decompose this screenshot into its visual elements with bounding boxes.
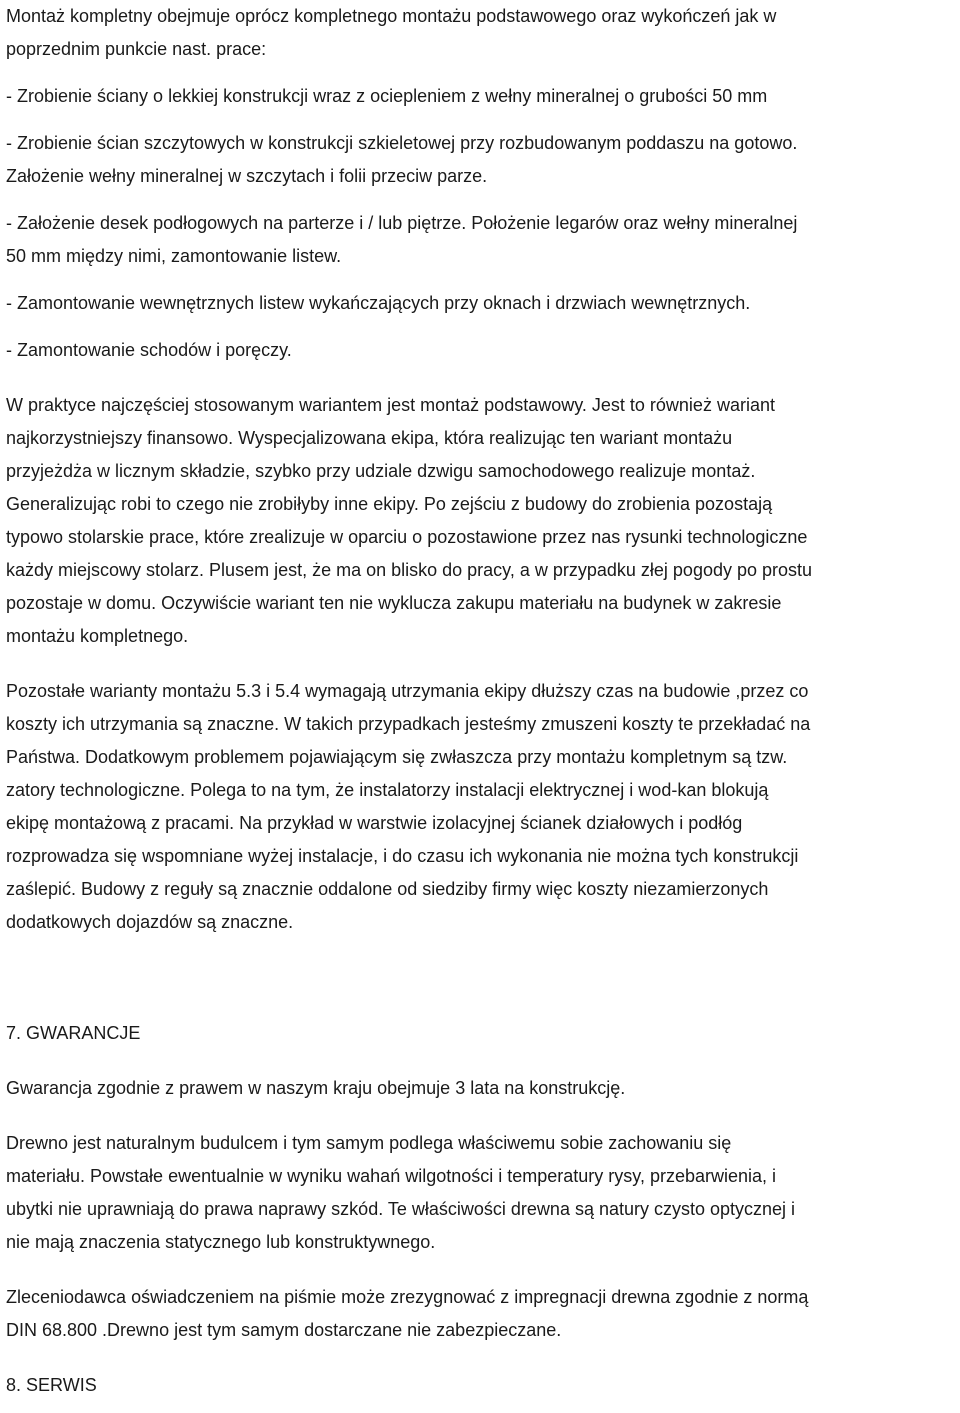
text-line: - Założenie desek podłogowych na parterze i / lub piętrze. Położenie legarów oraz wełny mineralnej: [6, 213, 798, 233]
text-line: Gwarancja zgodnie z prawem w naszym kraju obejmuje 3 lata na konstrukcję.: [6, 1078, 626, 1098]
text-line: Zleceniodawca oświadczeniem na piśmie może zrezygnować z impregnacji drewna zgodnie z normą: [6, 1287, 809, 1307]
variants-paragraph: [6, 675, 956, 939]
list-item: [6, 80, 956, 113]
text-line: Państwa. Dodatkowym problemem pojawiającym się zwłaszcza przy montażu kompletnym są tzw.: [6, 747, 788, 767]
text-line: Założenie wełny mineralnej w szczytach i folii przeciw parze.: [6, 166, 488, 186]
text-line: każdy miejscowy stolarz. Plusem jest, że ma on blisko do pracy, a w przypadku złej pogody po prostu: [6, 560, 813, 580]
wood-paragraph: [6, 1127, 956, 1259]
text-line: pozostaje w domu. Oczywiście wariant ten nie wyklucza zakupu materiału na budynek w zakresie: [6, 593, 782, 613]
list-item: [6, 207, 956, 273]
text-line: DIN 68.800 .Drewno jest tym samym dostarczane nie zabezpieczane.: [6, 1320, 562, 1340]
text-line: - Zamontowanie wewnętrznych listew wykańczających przy oknach i drzwiach wewnętrznych.: [6, 293, 751, 313]
text-line: nie mają znaczenia statycznego lub konstruktywnego.: [6, 1232, 436, 1252]
text-line: Pozostałe warianty montażu 5.3 i 5.4 wymagają utrzymania ekipy dłuższy czas na budowie ,przez co: [6, 681, 809, 701]
text-line: montażu kompletnego.: [6, 626, 189, 646]
intro-paragraph: [6, 0, 956, 66]
list-item: [6, 127, 956, 193]
text-line: przyjeżdża w licznym składzie, szybko przy udziale dzwigu samochodowego realizuje montaż.: [6, 461, 756, 481]
heading-text: 7. GWARANCJE: [6, 1023, 141, 1043]
text-line: zaślepić. Budowy z reguły są znacznie oddalone od siedziby firmy więc koszty niezamierzonych: [6, 879, 769, 899]
list-item: [6, 287, 956, 320]
text-line: Drewno jest naturalnym budulcem i tym samym podlega właściwemu sobie zachowaniu się: [6, 1133, 732, 1153]
warranty-paragraph: [6, 1072, 956, 1105]
heading-text: 8. SERWIS: [6, 1375, 97, 1395]
text-line: najkorzystniejszy finansowo. Wyspecjalizowana ekipa, która realizując ten wariant montażu: [6, 428, 733, 448]
practice-paragraph: [6, 389, 956, 653]
text-line: ubytki nie uprawniają do prawa naprawy szkód. Te właściwości drewna są natury czysto optycznej i: [6, 1199, 796, 1219]
text-line: materiału. Powstałe ewentualnie w wyniku wahań wilgotności i temperatury rysy, przebarwienia, i: [6, 1166, 777, 1186]
text-line: - Zrobienie ścian szczytowych w konstrukcji szkieletowej przy rozbudowanym poddaszu na gotowo.: [6, 133, 798, 153]
text-line: 50 mm między nimi, zamontowanie listew.: [6, 246, 342, 266]
text-line: koszty ich utrzymania są znaczne. W takich przypadkach jesteśmy zmuszeni koszty te przekładać na: [6, 714, 811, 734]
text-line: Montaż kompletny obejmuje oprócz kompletnego montażu podstawowego oraz wykończeń jak w: [6, 6, 777, 26]
text-line: ekipę montażową z pracami. Na przykład w warstwie izolacyjnej ścianek działowych i podłóg: [6, 813, 743, 833]
list-item: [6, 334, 956, 367]
text-line: typowo stolarskie prace, które zrealizuje w oparciu o pozostawione przez nas rysunki technologiczne: [6, 527, 808, 547]
text-line: dodatkowych dojazdów są znaczne.: [6, 912, 294, 932]
text-line: poprzednim punkcie nast. prace:: [6, 39, 267, 59]
impregnation-paragraph: [6, 1281, 956, 1347]
section-heading-service: [6, 1369, 956, 1402]
text-line: W praktyce najczęściej stosowanym wariantem jest montaż podstawowy. Jest to również wariant: [6, 395, 775, 415]
section-heading-warranty: [6, 1017, 956, 1050]
text-line: - Zrobienie ściany o lekkiej konstrukcji wraz z ociepleniem z wełny mineralnej o grubości 50 mm: [6, 86, 768, 106]
text-line: zatory technologiczne. Polega to na tym, że instalatorzy instalacji elektrycznej i wod-kan blokują: [6, 780, 769, 800]
text-line: rozprowadza się wspomniane wyżej instalacje, i do czasu ich wykonania nie można tych konstrukcji: [6, 846, 799, 866]
text-line: - Zamontowanie schodów i poręczy.: [6, 340, 292, 360]
document-page: [6, 0, 956, 1402]
text-line: Generalizując robi to czego nie zrobiłyby inne ekipy. Po zejściu z budowy do zrobienia pozostają: [6, 494, 773, 514]
